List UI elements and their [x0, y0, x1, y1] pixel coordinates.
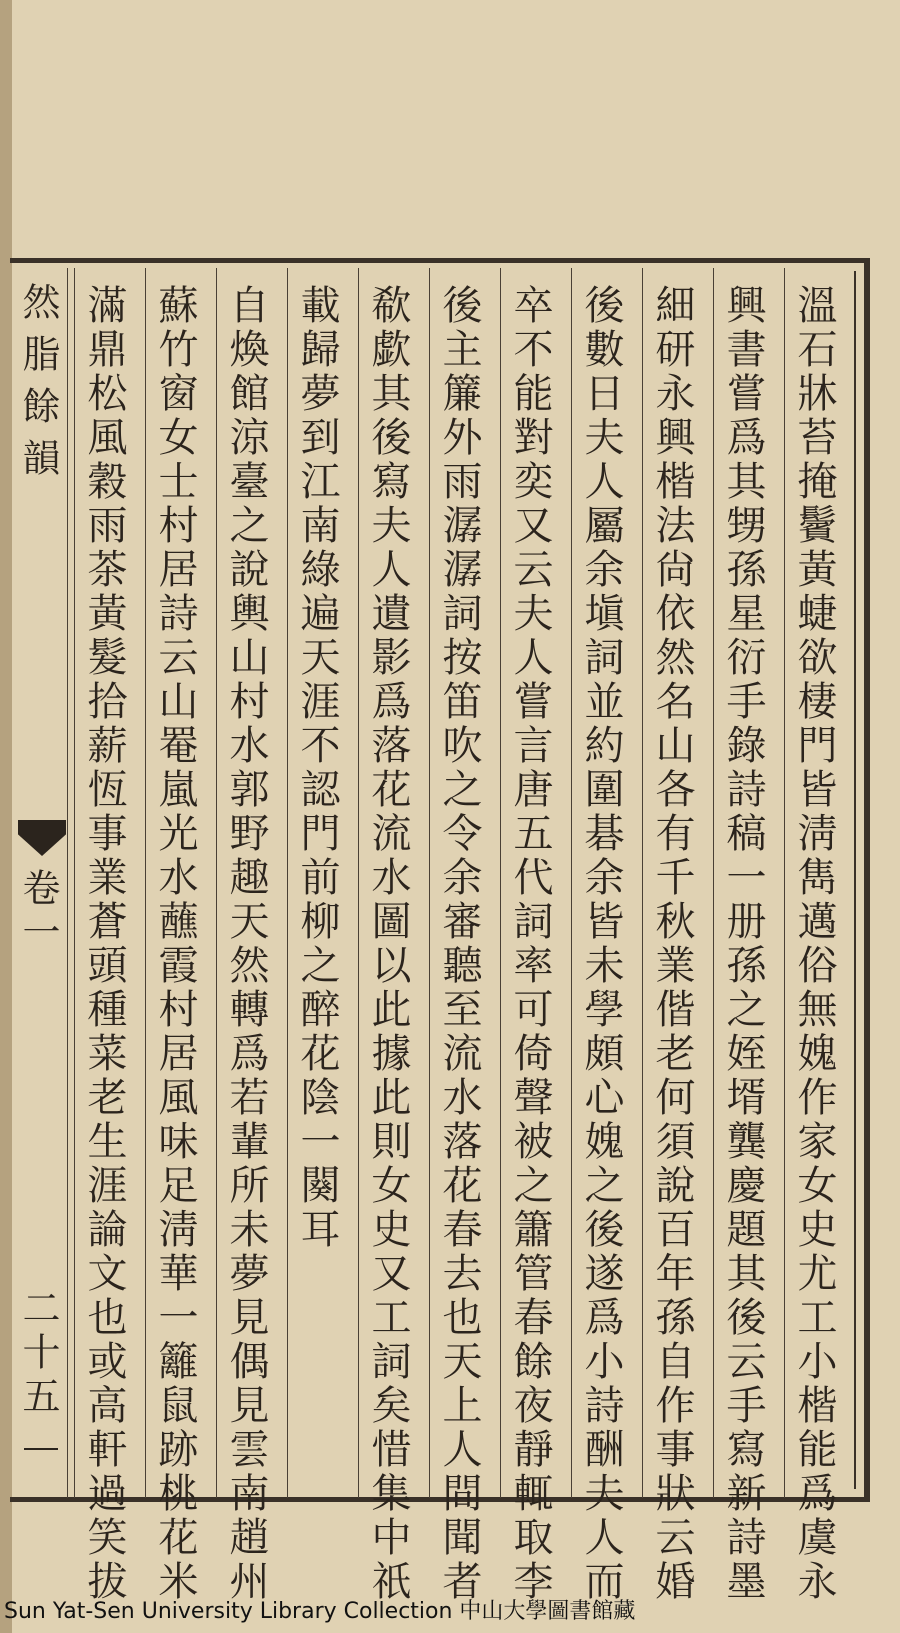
column-text: 後數日夫人屬余塡詞並約圍碁余皆未學頗心媿之後遂爲小詩酬夫人而: [578, 284, 624, 1604]
column-text: 蘇竹窗女士村居詩云山罨嵐光水蘸霞村居風味足淸華一籬鼠跡桃花米: [152, 284, 198, 1604]
text-column-4: [571, 268, 629, 1604]
text-column-11: [74, 268, 132, 1604]
volume-label: 卷一: [16, 868, 60, 956]
column-text: 細研永興楷法尙依然名山各有千秋業偕老何須說百年孫自作事狀云婚: [649, 284, 695, 1604]
text-column-6: [429, 268, 487, 1604]
column-text: 滿鼎松風穀雨茶黃髮拾薪恆事業蒼頭種菜老生涯論文也或高軒過笑拔: [81, 284, 127, 1604]
frame-inner-rule: [854, 271, 856, 1489]
text-column-1: [784, 268, 842, 1604]
margin-header: [10, 268, 68, 1498]
text-column-2: [713, 268, 771, 1604]
text-column-8: [287, 268, 345, 1498]
column-text: 自煥館涼臺之說輿山村水郭野趣天然轉爲若輩所未夢見偶見雲南趙州: [223, 284, 269, 1604]
book-title: 然脂餘韻: [16, 282, 60, 490]
page-number: 二十五: [16, 1288, 60, 1420]
column-text: 欷歔其後寫夫人遺影爲落花流水圖以此據此則女史又工詞矣惜集中祇: [365, 284, 411, 1604]
text-column-7: [358, 268, 416, 1604]
fishtail-mark-icon: [18, 820, 66, 856]
text-column-9: [216, 268, 274, 1604]
page-rule: [24, 1448, 58, 1450]
collection-credit: Sun Yat-Sen University Library Collection 中山大學圖書館藏: [4, 1599, 636, 1624]
column-text: 後主簾外雨潺潺詞按笛吹之令余審聽至流水落花春去也天上人間聞者: [436, 284, 482, 1604]
text-column-3: [642, 268, 700, 1604]
text-column-5: [500, 268, 558, 1604]
text-column-10: [145, 268, 203, 1604]
column-text: 溫石牀苔掩鬢黃蜨欲棲門皆淸雋邁俗無媿作家女史尤工小楷能爲虞永: [791, 284, 837, 1604]
column-text: 卒不能對奕又云夫人嘗言唐五代詞率可倚聲被之簫管春餘夜靜輒取李: [507, 284, 553, 1604]
column-text: 興書嘗爲其甥孫星衍手錄詩稿一册孫之姪壻龔慶題其後云手寫新詩墨: [720, 284, 766, 1604]
column-text: 載歸夢到江南綠遍天涯不認門前柳之醉花陰一闋耳: [294, 284, 340, 1252]
